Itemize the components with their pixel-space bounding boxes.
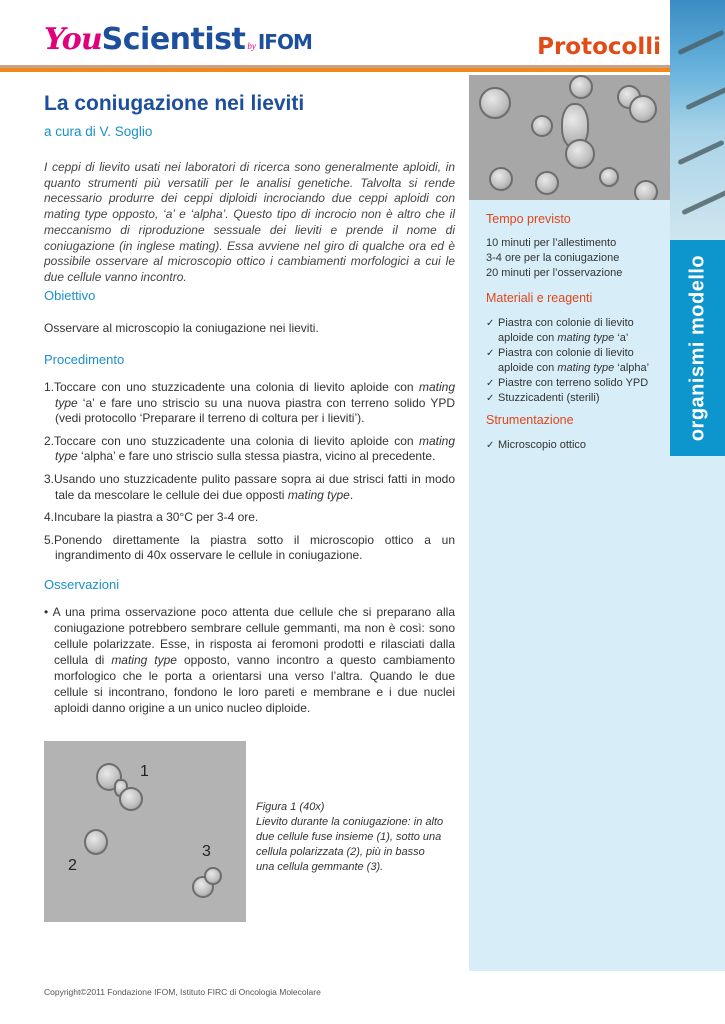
time-list <box>486 236 666 281</box>
yeast-micrograph-top <box>469 75 670 200</box>
procedure-steps <box>44 380 455 571</box>
logo-you: You <box>44 22 102 57</box>
zebrafish-photo <box>670 0 725 240</box>
logo-scientist: Scientist <box>101 22 246 57</box>
caption-text: Lievito durante la coniugazione: in alto due cellule fuse insieme (1), sotto una cellula polarizzata (2), più in basso una cellula gemmante (3). <box>256 816 444 873</box>
procedure-heading: Procedimento <box>44 352 125 367</box>
header-rule-orange <box>0 68 670 72</box>
intro-paragraph: I ceppi di lievito usati nei laboratori di ricerca sono generalmente aploidi, in quanto strumenti più versatili per le analisi genetiche. Talvolta si rende necessario produrre dei ceppi diploidi incrociando due ceppi aploidi con mating type opposto, ‘a’ e ‘alpha’. Questo tipo di incrocio non è altro che il meccanismo di riproduzione sessuale dei lieviti e prende il nome di coniugazione (in inglese mating). Essa avviene nel giro di qualche ora ed è possibile osservare al microscopio ottico i cambiamenti morfologici a cui le due cellule vanno incontro. <box>44 160 455 284</box>
tools-heading: Strumentazione <box>486 413 574 427</box>
time-item: 20 minuti per l’osservazione <box>486 267 623 279</box>
logo-by: by <box>247 41 256 51</box>
caption-title: Figura 1 (40x) <box>256 801 325 813</box>
time-item: 3-4 ore per la coniugazione <box>486 252 620 264</box>
procedure-step: 2.Toccare con uno stuzzicadente una colonia di lievito aploide con mating type ‘alpha’ e fare uno striscio sulla stessa piastra, vicino al precedente. <box>44 433 455 464</box>
procedure-step: 5.Ponendo direttamente la piastra sotto il microscopio ottico a un ingrandimento di 40x osservare le cellule in coniugazione. <box>44 532 455 563</box>
yeast-micrograph-figure <box>44 741 246 922</box>
side-light-band <box>670 456 725 971</box>
author-line: a cura di V. Soglio <box>44 124 153 139</box>
logo-ifom: IFOM <box>257 30 312 54</box>
copyright: Copyright©2011 Fondazione IFOM, Istituto FIRC di Oncologia Molecolare <box>44 987 321 997</box>
materials-item: ✓ Piastra con colonie di lievito aploide con mating type ‘a’ <box>486 316 666 346</box>
figure-caption <box>256 800 446 875</box>
materials-item: ✓ Piastre con terreno solido YPD <box>486 376 666 391</box>
procedure-step: 4.Incubare la piastra a 30°C per 3-4 ore. <box>44 510 259 525</box>
tools-list <box>486 438 666 453</box>
youscientist-logo <box>44 22 312 62</box>
materials-item: ✓ Piastra con colonie di lievito aploide con mating type ‘alpha’ <box>486 346 666 376</box>
time-item: 10 minuti per l’allestimento <box>486 237 617 249</box>
objective-text: Osservare al microscopio la coniugazione nei lieviti. <box>44 321 319 335</box>
figure-label-1: 1 <box>140 763 149 780</box>
time-heading: Tempo previsto <box>486 212 571 226</box>
objective-heading: Obiettivo <box>44 288 96 303</box>
observations-heading: Osservazioni <box>44 577 120 592</box>
procedure-step: 1.Toccare con uno stuzzicadente una colonia di lievito aploide con mating type ‘a’ e fare uno striscio su una nuova piastra con terreno solido YPD (vedi protocollo ‘Preparare il terreno di coltura per i lieviti’). <box>44 380 455 426</box>
materials-list <box>486 316 666 406</box>
page-title: La coniugazione nei lieviti <box>44 92 305 115</box>
materials-heading: Materiali e reagenti <box>486 291 593 305</box>
materials-item: ✓ Stuzzicadenti (sterili) <box>486 391 666 406</box>
observations-paragraph: • A una prima osservazione poco attenta due cellule che si preparano alla coniugazione potrebbero sembrare cellule gemmanti, ma non è così: sono cellule polarizzate. Esse, in risposta ai feromoni prodotti e rilasciati dalla cellula di mating type opposto, vanno incontro a questo cambiamento morfologico che le porta a orientarsi una verso l’altra. Quando le due cellule si incontrano, fondono le loro pareti e membrane e i due nuclei aploidi danno origine a un unico nucleo diploide. <box>44 605 455 715</box>
side-label-text: organismi modello <box>686 254 708 442</box>
figure-label-3: 3 <box>202 843 211 860</box>
figure-label-2: 2 <box>68 857 77 874</box>
section-title: Protocolli <box>537 34 661 60</box>
procedure-step: 3.Usando uno stuzzicadente pulito passare sopra ai due strisci fatti in modo tale da mescolare le cellule dei due opposti mating type. <box>44 471 455 502</box>
tools-item: ✓ Microscopio ottico <box>486 438 666 453</box>
side-label <box>670 240 725 456</box>
